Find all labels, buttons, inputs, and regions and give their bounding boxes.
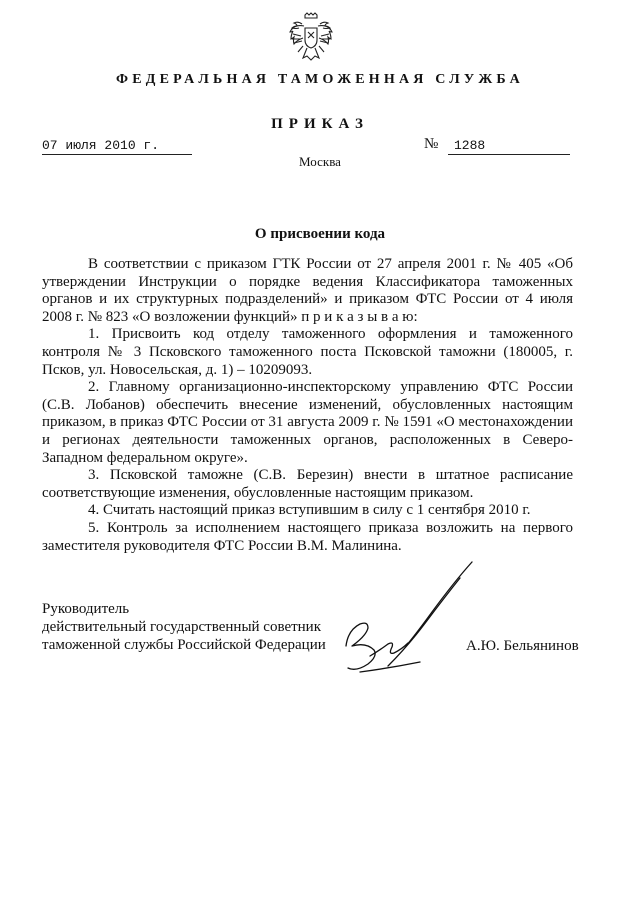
document-type: ПРИКАЗ bbox=[271, 116, 369, 132]
signatory-name: А.Ю. Бельянинов bbox=[466, 638, 579, 654]
city: Москва bbox=[299, 154, 341, 169]
clause-4: 4. Считать настоящий приказ вступившим в силу с 1 сентября 2010 г. bbox=[88, 502, 531, 519]
number-sign: № bbox=[424, 136, 439, 152]
order-date: 07 июля 2010 г. bbox=[42, 138, 192, 155]
agency-name: ФЕДЕРАЛЬНАЯ ТАМОЖЕННАЯ СЛУЖБА bbox=[116, 72, 524, 87]
order-number: 1288 bbox=[448, 138, 570, 155]
order-body bbox=[42, 256, 573, 555]
preamble-paragraph: В соответствии с приказом ГТК России от 27 апреля 2001 г. № 405 «Об утверждении Инструкции о порядке ведения Классификатора таможенных органов и их структурных подразделений» и приказом ФТС России от 4 июля 2008 г. № 823 «О возложении функций» п р и к а з ы в а ю: bbox=[42, 256, 573, 325]
handwritten-signature bbox=[340, 556, 490, 696]
clause-5: 5. Контроль за исполнением настоящего приказа возложить на первого заместителя руководителя ФТС России В.М. Малинина. bbox=[42, 519, 573, 554]
clause-3: 3. Псковской таможне (С.В. Березин) внести в штатное расписание соответствующие изменения, обусловленные настоящим приказом. bbox=[42, 467, 573, 501]
order-subject: О присвоении кода bbox=[254, 226, 386, 242]
clause-2: 2. Главному организационно-инспекторскому управлению ФТС России (С.В. Лобанов) обеспечить внесение изменений, обусловленных настоящим приказом, в приказ ФТС России от 31 августа 2009 г. № 1591 «О местонахождении и регионах деятельности таможенных органов, расположенных в Северо-Западном федеральном округе». bbox=[42, 379, 573, 466]
signatory-line-3: таможенной службы Российской Федерации bbox=[42, 637, 326, 653]
signatory-line-2: действительный государственный советник bbox=[42, 619, 322, 635]
signatory-title bbox=[42, 600, 326, 654]
signatory-line-1: Руководитель bbox=[42, 601, 130, 617]
double-headed-eagle-icon bbox=[288, 12, 334, 64]
clause-1: 1. Присвоить код отделу таможенного оформления и таможенного контроля № 3 Псковского таможенного поста Псковской таможни (180005, г. Псков, ул. Новосельская, д. 1) – 10209093. bbox=[42, 326, 573, 378]
